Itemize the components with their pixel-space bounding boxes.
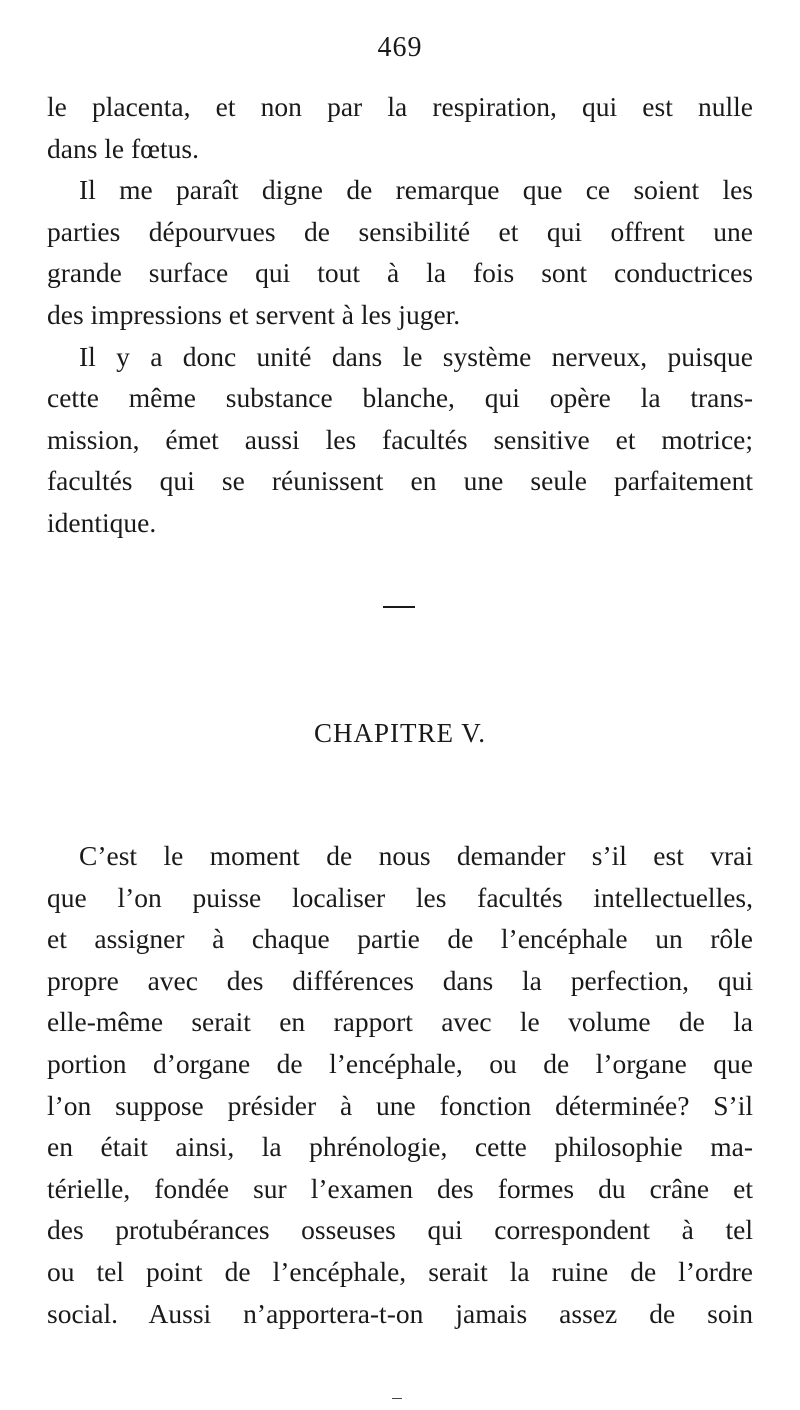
paragraph-start-line: C’est le moment de nous demander s’il est vrai <box>79 840 753 871</box>
text-line: propre avec des différences dans la perfection, qui <box>47 964 753 996</box>
text-line: des protubérances osseuses qui correspondent à tel <box>47 1214 753 1246</box>
stray-ink-mark <box>392 1398 402 1399</box>
text-line: et assigner à chaque partie de l’encéphale un rôle <box>47 923 753 955</box>
text-line: facultés qui se réunissent en une seule parfaitement <box>47 465 753 497</box>
text-line: social. Aussi n’apportera-t-on jamais assez de soin <box>47 1297 753 1329</box>
text-line: elle-même serait en rapport avec le volume de la <box>47 1006 753 1038</box>
text-line: des impressions et servent à les juger. <box>47 298 461 330</box>
text-line: identique. <box>47 506 157 538</box>
bottom-text-block <box>47 835 753 1334</box>
text-line: en était ainsi, la phrénologie, cette philosophie ma- <box>47 1131 753 1163</box>
text-line: térielle, fondée sur l’examen des formes du crâne et <box>47 1172 753 1204</box>
page-number: 469 <box>377 32 423 63</box>
text-line: dans le fœtus. <box>47 132 199 164</box>
text-line: cette même substance blanche, qui opère la trans- <box>47 382 753 414</box>
paragraph-start-line: Il y a donc unité dans le système nerveux, puisque <box>79 340 753 372</box>
text-line: portion d’organe de l’encéphale, ou de l’organe que <box>47 1047 753 1079</box>
text-line: ou tel point de l’encéphale, serait la ruine de l’ordre <box>47 1255 753 1287</box>
text-line: grande surface qui tout à la fois sont conductrices <box>47 257 753 289</box>
text-line: le placenta, et non par la respiration, qui est nulle <box>47 91 753 122</box>
text-line: l’on suppose présider à une fonction déterminée? S’il <box>47 1089 753 1121</box>
text-line: mission, émet aussi les facultés sensitive et motrice; <box>47 423 753 455</box>
text-line: que l’on puisse localiser les facultés intellectuelles, <box>47 881 753 913</box>
section-separator-rule <box>383 606 415 608</box>
chapter-heading: CHAPITRE V. <box>313 718 487 748</box>
top-text-block <box>47 86 753 544</box>
text-line: parties dépourvues de sensibilité et qui offrent une <box>47 215 753 247</box>
paragraph-start-line: Il me paraît digne de remarque que ce soient les <box>79 174 753 206</box>
